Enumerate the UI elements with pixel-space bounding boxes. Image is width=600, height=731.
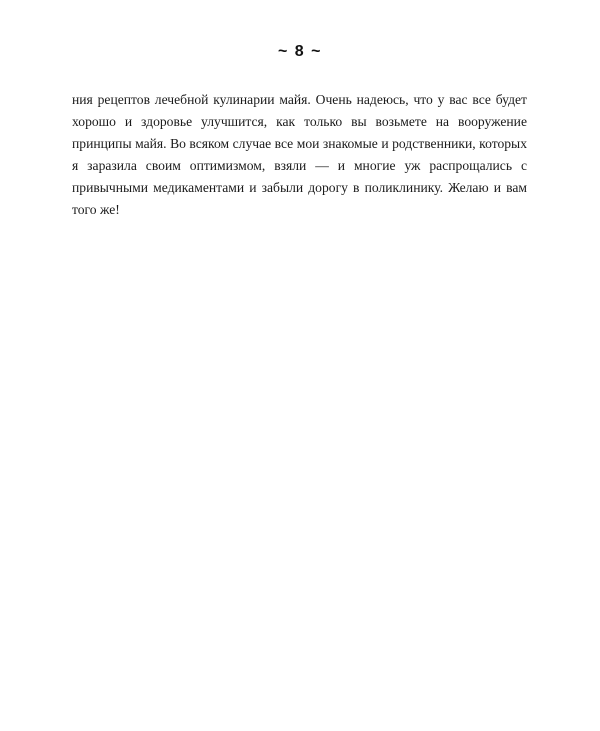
body-paragraph: ния рецептов лечебной кулинарии майя. Очень надеюсь, что у вас все будет хорошо и здоровье улучшится, как только вы возьмете на вооружение принципы майя. Во всяком случае все мои знакомые и родственники, которых я заразила своим оптимизмом, взяли — и многие уж распрощались с привычными медикаментами и забыли дорогу в поликлинику. Желаю и вам того же! — [72, 92, 527, 218]
body-text-block — [72, 89, 527, 222]
page-number: ~ 8 ~ — [278, 43, 322, 60]
